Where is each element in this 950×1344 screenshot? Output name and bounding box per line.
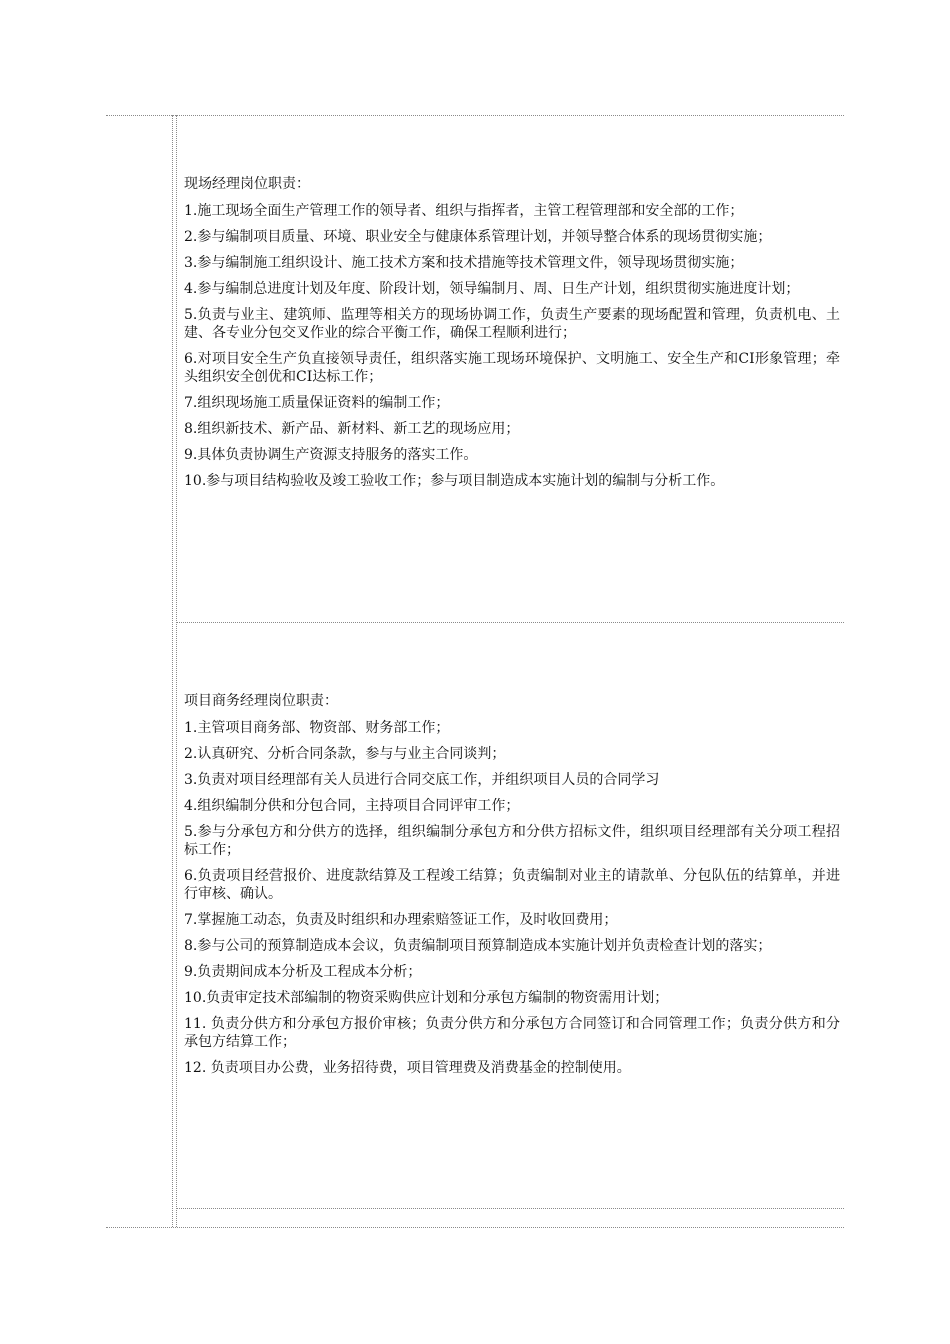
duty-item: 3.参与编制施工组织设计、施工技术方案和技术措施等技术管理文件，领导现场贯彻实施； (184, 255, 744, 271)
section-heading: 现场经理岗位职责： (184, 176, 310, 192)
commercial-manager-duties-section (184, 692, 840, 1085)
duty-item: 1.主管项目商务部、物资部、财务部工作； (184, 720, 450, 736)
table-inner-left-rule (176, 115, 177, 1227)
table-left-rule (172, 115, 173, 1227)
duty-item: 4.组织编制分供和分包合同，主持项目合同评审工作； (184, 798, 520, 814)
duty-item: 7.掌握施工动态，负责及时组织和办理索赔签证工作，及时收回费用； (184, 912, 618, 928)
site-manager-duties-section (184, 175, 840, 498)
duty-item: 4.参与编制总进度计划及年度、阶段计划，领导编制月、周、日生产计划，组织贯彻实施进度计划； (184, 281, 800, 297)
duty-item: 10.负责审定技术部编制的物资采购供应计划和分承包方编制的物资需用计划； (184, 990, 669, 1006)
duty-item: 5.负责与业主、建筑师、监理等相关方的现场协调工作，负责生产要素的现场配置和管理，负责机电、土建、各专业分包交叉作业的综合平衡工作，确保工程顺利进行； (184, 307, 840, 341)
duty-item: 9.具体负责协调生产资源支持服务的落实工作。 (184, 447, 478, 463)
duty-item: 6.负责项目经营报价、进度款结算及工程竣工结算；负责编制对业主的请款单、分包队伍的结算单，并进行审核、确认。 (184, 868, 840, 902)
duty-item: 5.参与分承包方和分供方的选择，组织编制分承包方和分供方招标文件，组织项目经理部有关分项工程招标工作； (184, 824, 840, 858)
duty-item: 6.对项目安全生产负直接领导责任，组织落实施工现场环境保护、文明施工、安全生产和CI形象管理；牵头组织安全创优和CI达标工作； (184, 351, 840, 385)
duty-item: 9.负责期间成本分析及工程成本分析； (184, 964, 422, 980)
duty-item: 12. 负责项目办公费，业务招待费，项目管理费及消费基金的控制使用。 (184, 1060, 631, 1076)
duty-item: 8.参与公司的预算制造成本会议，负责编制项目预算制造成本实施计划并负责检查计划的落实； (184, 938, 772, 954)
duty-item: 7.组织现场施工质量保证资料的编制工作； (184, 395, 450, 411)
duty-item: 8.组织新技术、新产品、新材料、新工艺的现场应用； (184, 421, 520, 437)
duty-item: 2.参与编制项目质量、环境、职业安全与健康体系管理计划，并领导整合体系的现场贯彻实施； (184, 229, 772, 245)
duty-item: 11. 负责分供方和分承包方报价审核；负责分供方和分承包方合同签订和合同管理工作；负责分供方和分承包方结算工作； (184, 1016, 840, 1050)
table-bottom-rule (106, 1227, 844, 1228)
duty-item: 1.施工现场全面生产管理工作的领导者、组织与指挥者，主管工程管理部和安全部的工作； (184, 203, 744, 219)
section-bottom-rule (176, 1208, 844, 1209)
duty-item: 3.负责对项目经理部有关人员进行合同交底工作，并组织项目人员的合同学习 (184, 772, 660, 788)
section-heading: 项目商务经理岗位职责： (184, 693, 338, 709)
section-divider-rule (176, 622, 844, 623)
duty-item: 10.参与项目结构验收及竣工验收工作；参与项目制造成本实施计划的编制与分析工作。 (184, 473, 725, 489)
table-top-rule (106, 115, 844, 116)
duty-item: 2.认真研究、分析合同条款，参与与业主合同谈判； (184, 746, 506, 762)
